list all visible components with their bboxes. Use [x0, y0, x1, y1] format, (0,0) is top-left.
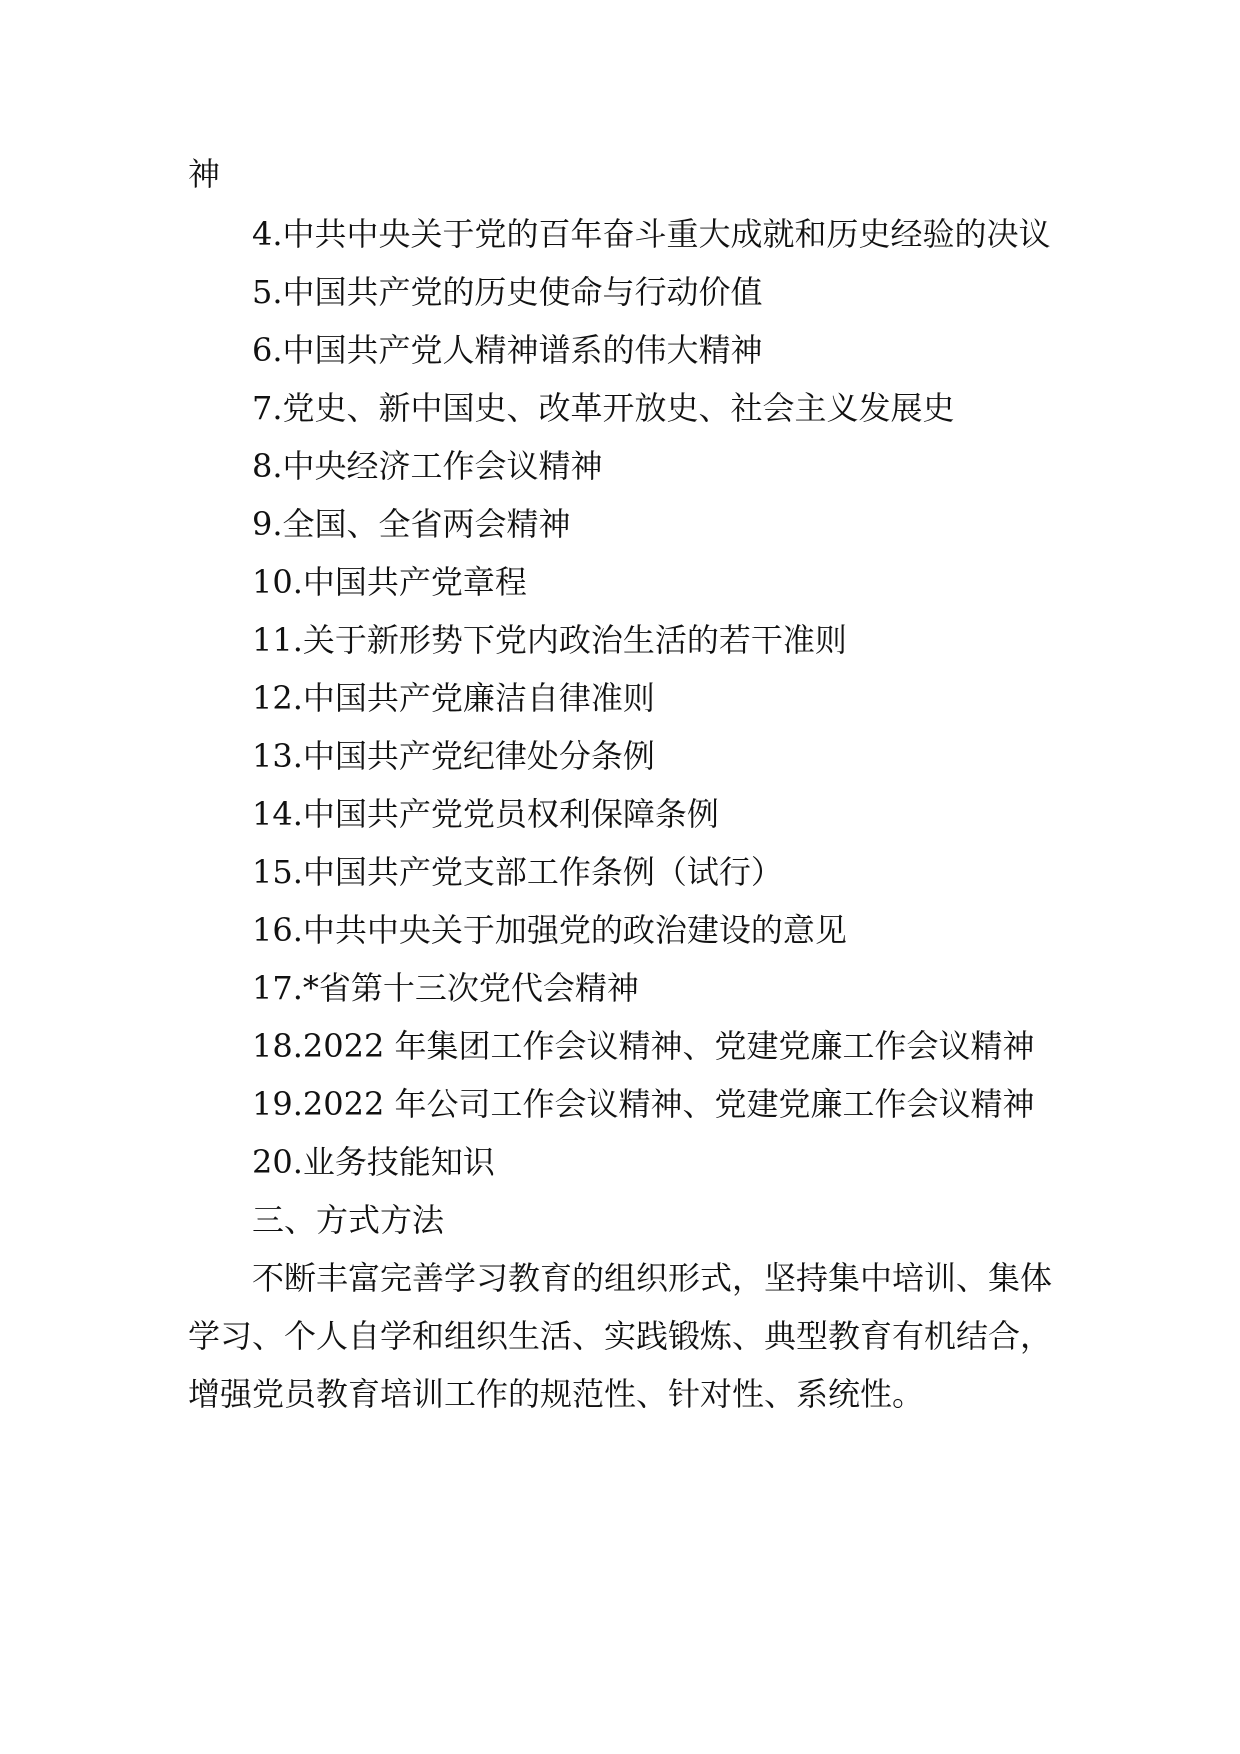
paragraph-line: 学习、个人自学和组织生活、实践锻炼、典型教育有机结合，	[188, 1317, 1053, 1355]
list-item: 7.党史、新中国史、改革开放史、社会主义发展史	[252, 389, 955, 427]
list-item: 18.2022 年集团工作会议精神、党建党廉工作会议精神	[252, 1027, 1035, 1065]
list-item: 9.全国、全省两会精神	[252, 505, 571, 543]
list-item: 4.中共中央关于党的百年奋斗重大成就和历史经验的决议	[252, 215, 1051, 253]
list-item: 12.中国共产党廉洁自律准则	[252, 679, 655, 717]
list-item: 6.中国共产党人精神谱系的伟大精神	[252, 331, 763, 369]
list-item: 10.中国共产党章程	[252, 563, 527, 601]
list-item: 19.2022 年公司工作会议精神、党建党廉工作会议精神	[252, 1085, 1035, 1123]
list-item: 8.中央经济工作会议精神	[252, 447, 603, 485]
list-item: 16.中共中央关于加强党的政治建设的意见	[252, 911, 847, 949]
list-item: 20.业务技能知识	[252, 1143, 495, 1181]
list-item: 15.中国共产党支部工作条例（试行）	[252, 853, 783, 891]
continued-text: 神	[188, 155, 221, 193]
list-item: 13.中国共产党纪律处分条例	[252, 737, 655, 775]
list-item: 14.中国共产党党员权利保障条例	[252, 795, 719, 833]
section-heading: 三、方式方法	[252, 1201, 445, 1239]
list-item: 11.关于新形势下党内政治生活的若干准则	[252, 621, 847, 659]
list-item: 5.中国共产党的历史使命与行动价值	[252, 273, 763, 311]
paragraph-line: 不断丰富完善学习教育的组织形式，坚持集中培训、集体	[252, 1259, 1053, 1297]
list-item: 17.*省第十三次党代会精神	[252, 969, 639, 1007]
paragraph-line: 增强党员教育培训工作的规范性、针对性、系统性。	[188, 1375, 925, 1413]
